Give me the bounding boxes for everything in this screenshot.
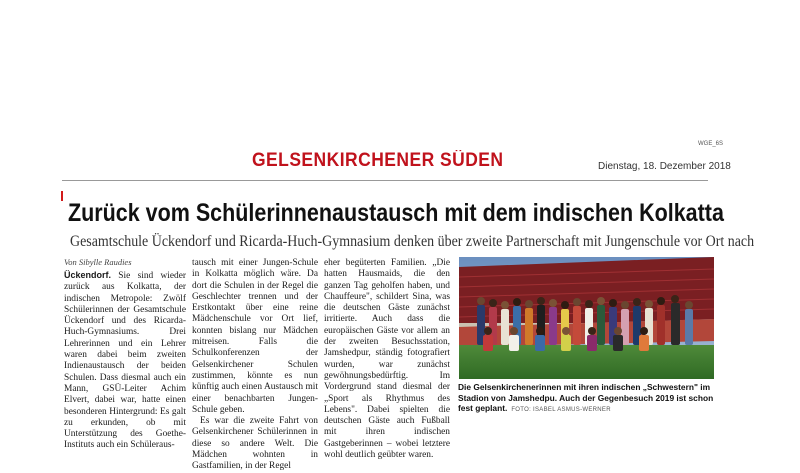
dateline: Ückendorf.	[64, 270, 112, 280]
headline: Zurück vom Schülerinnenaustausch mit dem indischen Kolkatta	[68, 199, 724, 227]
photo-credit: FOTO: ISABEL ASMUS-WERNER	[511, 407, 611, 413]
photo-caption	[458, 382, 716, 416]
column-2-paragraph-1: tausch mit einer Jungen-Schule in Kolkatta möglich wäre. Da dort die Schulen in der Regel die Geschlechter trennen und der Erstkontakt über eine reine Mädchenschule vor Ort lief, konnten bislang nur Mädchen mitreisen. Falls die Schulkonferenzen der Gelsenkirchener Schulen zustimmen, könnte es nun künftig auch einen Austausch mit einer benachbarten Jungen-Schule geben.	[192, 258, 318, 415]
article-column-1	[64, 270, 186, 452]
stadium-photo-illustration	[459, 257, 714, 379]
group-photo	[459, 257, 714, 379]
article-column-3	[324, 258, 450, 461]
header-rule	[62, 180, 708, 181]
byline: Von Sibylle Raudies	[64, 257, 132, 267]
article-column-2	[192, 258, 318, 473]
section-title: GELSENKIRCHENER SÜDEN	[252, 150, 504, 171]
accent-mark	[61, 191, 63, 201]
column-3-text: eher begüterten Familien. „Die hatten Hausmaids, die den ganzen Tag geholfen haben, und Chauffeure", schildert Sina, was die deutschen Gäste zunächst irritierte. Auch dass die europäischen Gäste vor allem an der zweiten Besuchsstation, Jamshedpur, ständig fotografiert wurden, war zunächst gewöhnungsbedürftig. Im Vordergrund stand diesmal der „Sport als Rhythmus des Lebens". Dabei spielten die deutschen Gäste auch Fußball mit ihren indischen Gastgeberinnen – wobei letztere wohl deutlich geübter waren.	[324, 258, 450, 461]
column-1-text: Sie sind wieder zurück aus Kolkatta, der indischen Metropole: Zwölf Schülerinnen der Gesamtschule Ückendorf und des Ricarda-Huch-Gymnasiums. Drei Lehrerinnen und ein Lehrer waren dabei beim zweiten Indienaustausch der beiden Schulen. Dass diesmal auch ein Mann, GSÜ-Leiter Achim Elvert, dabei war, hatte einen besonderen Hintergrund: Es galt zu erkunden, ob mit Unterstützung des Goethe-Instituts auch ein Schüleraus-	[64, 271, 186, 451]
page-code: WGE_6S	[698, 141, 724, 147]
caption-text: Die Gelsenkirchenerinnen mit ihren indischen „Schwestern" im Stadion von Jamshedpu. Auch der Gegenbesuch 2019 ist schon fest geplant.	[458, 382, 714, 413]
issue-date: Dienstag, 18. Dezember 2018	[598, 161, 731, 172]
subheadline: Gesamtschule Ückendorf und Ricarda-Huch-Gymnasium denken über zweite Partnerschaft mit Jungenschule vor Ort nach	[70, 233, 755, 250]
column-2-paragraph-2: Es war die zweite Fahrt von Gelsenkirchener Schülerinnen in diese so andere Welt. Die Mädchen wohnten in Gastfamilien, in der Regel	[192, 416, 318, 472]
